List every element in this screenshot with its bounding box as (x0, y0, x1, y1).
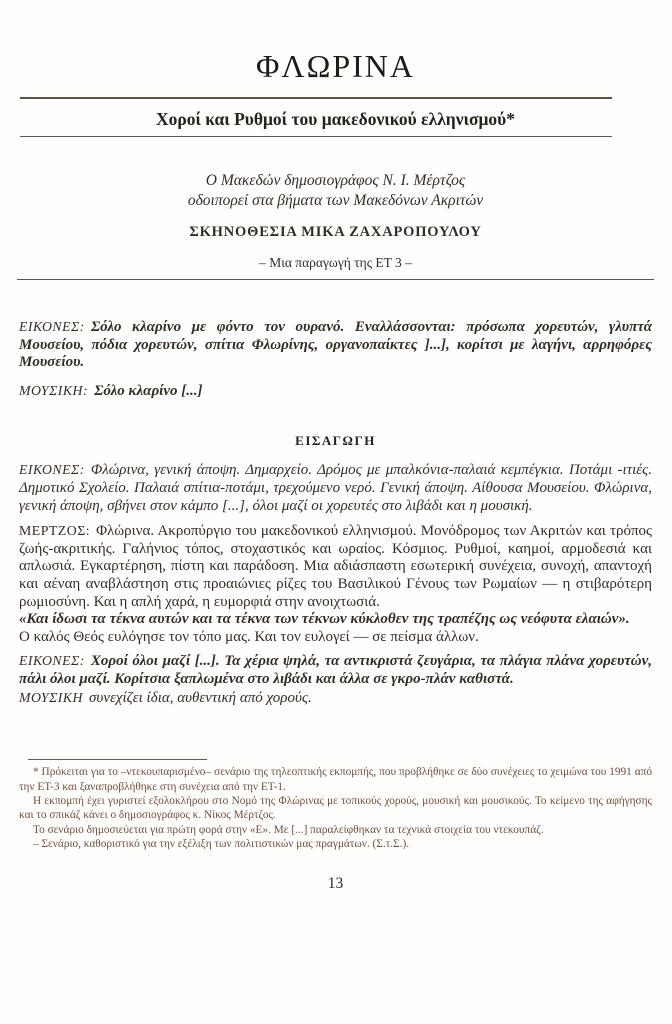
intro-section-heading: ΕΙΣΑΓΩΓΗ (295, 433, 376, 449)
scene2-eikones-text: Φλώρινα, γενική άποψη. Δημαρχείο. Δρόμος με μπαλκόνια-παλαιά κεμπέγκια. Ποτάμι -ιτιές. Δημοτικό Σχολείο. Παλαιά σπίτια-ποτάμι, τρεχούμενο νερό. Γενική άποψη. Αίθουσα Μουσείου. Φλώρινα, γενική άποψη, σβήνει στον κάμπο [...], όλοι μαζί οι χορευτές στο λιβάδι και η μουσική. (19, 462, 652, 514)
footnote-separator-rule (28, 759, 207, 760)
mertzos-label: ΜΕΡΤΖΟΣ: (19, 523, 91, 539)
footnote-paragraph: * Πρόκειται για το –ντεκουπαρισμένο– σενάριο της τηλεοπτικής εκπομπής, που προβλήθηκε σε δύο συνέχειες το χειμώνα του 1991 από την ΕΤ-3 και ξαναπροβλήθηκε στη συνέχεια από την ΕΤ-1. (19, 766, 652, 793)
eikones-label: ΕΙΚΟΝΕΣ: (19, 653, 85, 669)
mousiki-label: ΜΟΥΣΙΚΗ: (19, 382, 89, 398)
scene2-eikones-paragraph (19, 461, 652, 515)
title-rule-bottom (20, 136, 612, 137)
footnote-paragraph: Η εκπομπή έχει γυριστεί εξολοκλήρου στο Νομό της Φλώρινας με τοπικούς χορούς, μουσική και μουσικούς. Το κείμενο της αφήγησης και το σπικάζ κάνει ο δημοσιογράφος κ. Νίκος Μέρτζος. (19, 794, 652, 822)
credit-line-2: οδοιπορεί στα βήματα των Μακεδόνων Ακριτών (187, 192, 484, 209)
page-number: 13 (327, 874, 344, 892)
section-divider-rule (17, 279, 654, 280)
direction-credit: ΣΚΗΝΟΘΕΣΙΑ ΜΙΚΑ ΖΑΧΑΡΟΠΟΥΛΟΥ (189, 224, 482, 240)
page-title: ΦΛΩΡΙΝΑ (255, 48, 416, 84)
mertzos-text: Φλώρινα. Ακροπύργιο του μακεδονικού ελληνισμού. Μονόδρομος των Ακριτών και τρόπος ζωής-ακριτικής. Γαλήνιος τόπος, στοχαστικός και ωραίος. Κόσμιος. Ρυθμοί, καημοί, αρμοδεσιά και απλωσιά. Εγκαρτέρηση, πίστη και παράδοση. Μια αδιάσπαστη εσωτερική συνέχεια, συνοχή, απαντοχή και αέναη αναβλάστηση στις προαιώνιες ρίζες του Βασιλικού Γένους των Ρωμαίων — η στιβαρότερη ρωμιοσύνη. Και η απλή χαρά, η ευμορφιά στην ανοιχτωσιά. (19, 523, 652, 610)
mertzos-quote: «Και ίδωσι τα τέκνα αυτών και τα τέκνα των τέκνων κύκλοθεν της τραπέζης ως νεόφυτα ελαιών». (19, 611, 630, 628)
eikones-label: ΕΙΚΟΝΕΣ: (19, 319, 85, 334)
credit-line-1: Ο Μακεδών δημοσιογράφος Ν. Ι. Μέρτζος (205, 172, 466, 189)
mertzos-narration-paragraph (19, 522, 652, 611)
scene3-eikones-paragraph (19, 652, 652, 688)
footnote-paragraph: – Σενάριο, καθοριστικό για την εξέλιξη των πολιτιστικών μας πραγμάτων. (Σ.τ.Σ.). (33, 838, 410, 851)
footnote-paragraph: Το σενάριο δημοσιεύεται για πρώτη φορά στην «Ε». Με [...] παραλείφθηκαν τα τεχνικά στοιχεία του ντεκουπάζ. (33, 823, 544, 836)
eikones-label: ΕΙΚΟΝΕΣ: (19, 462, 85, 478)
scene3-eikones-text: Χοροί όλοι μαζί [...]. Τα χέρια ψηλά, τα αντικριστά ζευγάρια, τα πλάγια πλάνα χορευτών, πάλι όλοι μαζί. Κορίτσια ξαπλωμένα στο λιβάδι και άλλα σε γκρο-πλάν καθιστά. (19, 653, 652, 687)
scene1-mousiki-paragraph (19, 382, 652, 401)
scene3-mousiki-text: συνεχίζει ίδια, αυθεντική από χορούς. (89, 689, 312, 706)
page-subtitle: Χοροί και Ρυθμοί του μακεδονικού ελληνισμού* (156, 109, 515, 129)
scene1-eikones-text: Σόλο κλαρίνο με φόντο τον ουρανό. Εναλλάσσονται: πρόσωπα χορευτών, γλυπτά Μουσείου, πόδια χορευτών, σπίτια Φλωρίνης, οργανοπαίκτες ]...], κορίτσι με λαγήνι, αρρηφόρες Μουσείου. (19, 319, 652, 371)
scene1-eikones-paragraph (19, 318, 652, 372)
scene1-mousiki-text: Σόλο κλαρίνο [...] (94, 382, 203, 399)
production-credit: – Μια παραγωγή της ΕΤ 3 – (259, 255, 412, 270)
title-rule-top (20, 97, 612, 99)
mousiki-label: ΜΟΥΣΙΚΗ (19, 689, 84, 705)
mertzos-closing-line: Ο καλός Θεός ευλόγησε τον τόπο μας. Και τον ευλογεί — σε πείσμα άλλων. (19, 628, 479, 645)
scene3-mousiki-paragraph (19, 689, 652, 708)
footnote-block (19, 765, 652, 851)
